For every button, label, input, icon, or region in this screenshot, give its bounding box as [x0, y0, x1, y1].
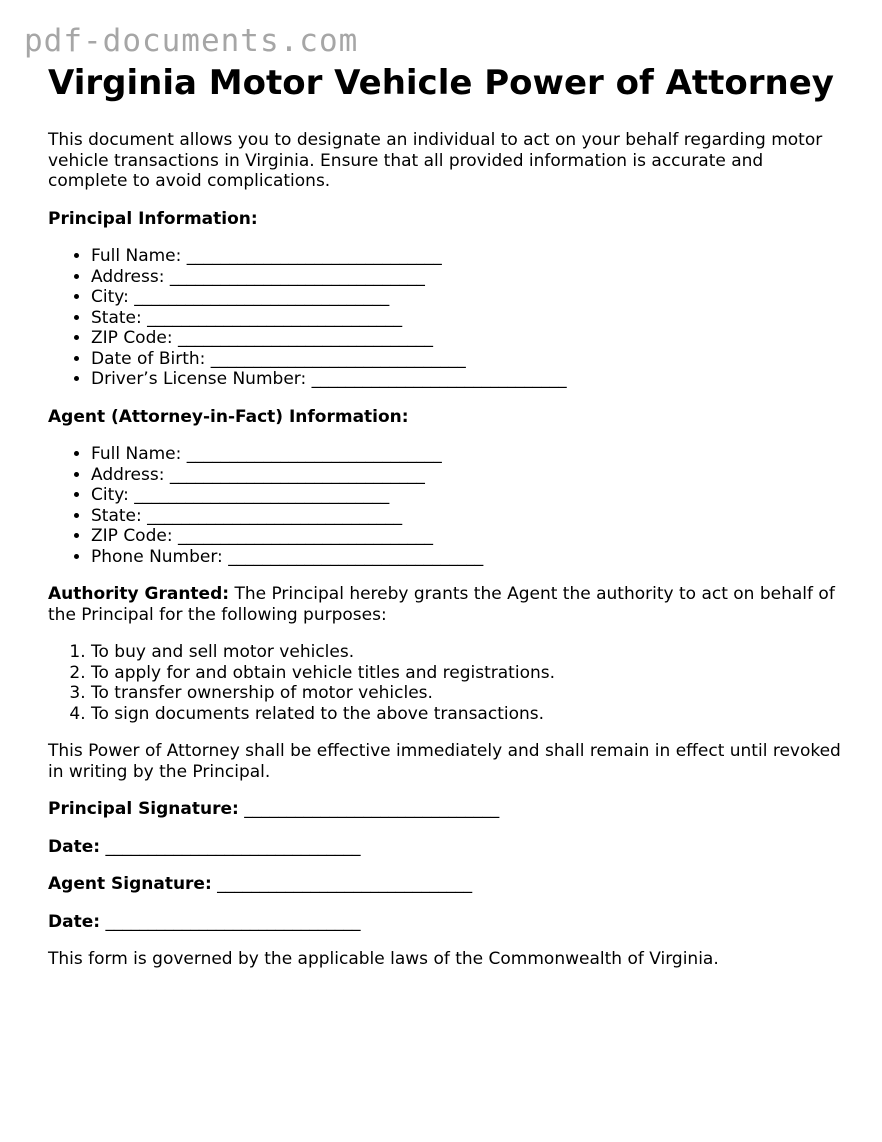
- date-blank[interactable]: ______________________________: [105, 836, 361, 857]
- agent-date-line: Date: ______________________________: [48, 911, 361, 932]
- signature-blank[interactable]: ______________________________: [217, 874, 473, 894]
- principal-fields-list: [48, 246, 848, 390]
- fill-blank[interactable]: ______________________________: [169, 266, 425, 287]
- date-blank[interactable]: ______________________________: [105, 911, 361, 932]
- footer-note: This form is governed by the applicable laws of the Commonwealth of Virginia.: [48, 949, 719, 969]
- principal-field-zip: • ZIP Code: ______________________________: [91, 328, 848, 349]
- fill-blank[interactable]: ______________________________: [177, 526, 433, 546]
- authority-paragraph: [48, 584, 848, 625]
- fill-blank[interactable]: ______________________________: [186, 246, 442, 266]
- principal-field-city: • City: ______________________________: [91, 287, 848, 308]
- intro-paragraph: This document allows you to designate an individual to act on your behalf regarding motor vehicle transactions in Virginia. Ensure that all provided information is accurate and complete to avoid complications.: [48, 130, 823, 191]
- agent-heading: Agent (Attorney-in-Fact) Information:: [48, 406, 409, 427]
- principal-field-dob: • Date of Birth: ______________________________: [91, 349, 848, 370]
- principal-field-state: • State: ______________________________: [91, 308, 848, 329]
- fill-blank[interactable]: ______________________________: [134, 485, 390, 505]
- document-title: Virginia Motor Vehicle Power of Attorney: [48, 63, 834, 103]
- purposes-list: [48, 642, 848, 724]
- purpose-item: 3. To transfer ownership of motor vehicles.: [91, 683, 848, 704]
- fill-blank[interactable]: ______________________________: [147, 307, 403, 328]
- document-body: [48, 62, 848, 970]
- agent-field-state: • State: ______________________________: [91, 506, 848, 527]
- agent-field-zip: • ZIP Code: ______________________________: [91, 526, 848, 547]
- agent-field-address: • Address: ______________________________: [91, 465, 848, 486]
- agent-field-full-name: • Full Name: ______________________________: [91, 444, 848, 465]
- fill-blank[interactable]: ______________________________: [186, 444, 442, 464]
- fill-blank[interactable]: ______________________________: [210, 348, 466, 369]
- principal-date-line: Date: ______________________________: [48, 836, 361, 857]
- agent-field-phone: • Phone Number: ______________________________: [91, 547, 848, 568]
- fill-blank[interactable]: ______________________________: [228, 546, 484, 567]
- fill-blank[interactable]: ______________________________: [147, 505, 403, 526]
- purpose-item: 1. To buy and sell motor vehicles.: [91, 642, 848, 663]
- authority-label: Authority Granted:: [48, 584, 230, 604]
- agent-signature-line: Agent Signature: ______________________________: [48, 874, 473, 894]
- signature-blank[interactable]: ______________________________: [244, 799, 500, 819]
- principal-field-license: • Driver’s License Number: ______________________________: [91, 369, 848, 390]
- principal-heading: Principal Information:: [48, 208, 258, 229]
- purpose-item: 2. To apply for and obtain vehicle titles and registrations.: [91, 663, 848, 684]
- fill-blank[interactable]: ______________________________: [169, 464, 425, 485]
- agent-fields-list: [48, 444, 848, 567]
- authority-text: The Principal hereby grants the Agent the authority to act on behalf of the Principal for the following purposes:: [48, 584, 835, 625]
- principal-signature-line: Principal Signature: ______________________________: [48, 799, 500, 819]
- principal-field-full-name: • Full Name: ______________________________: [91, 246, 848, 267]
- purpose-item: 4. To sign documents related to the above transactions.: [91, 704, 848, 725]
- fill-blank[interactable]: ______________________________: [134, 287, 390, 307]
- fill-blank[interactable]: ______________________________: [177, 328, 433, 348]
- watermark: pdf-documents.com: [24, 23, 359, 59]
- fill-blank[interactable]: ______________________________: [311, 369, 567, 389]
- effective-paragraph: This Power of Attorney shall be effective immediately and shall remain in effect until revoked in writing by the Principal.: [48, 741, 841, 782]
- agent-field-city: • City: ______________________________: [91, 485, 848, 506]
- principal-field-address: • Address: ______________________________: [91, 267, 848, 288]
